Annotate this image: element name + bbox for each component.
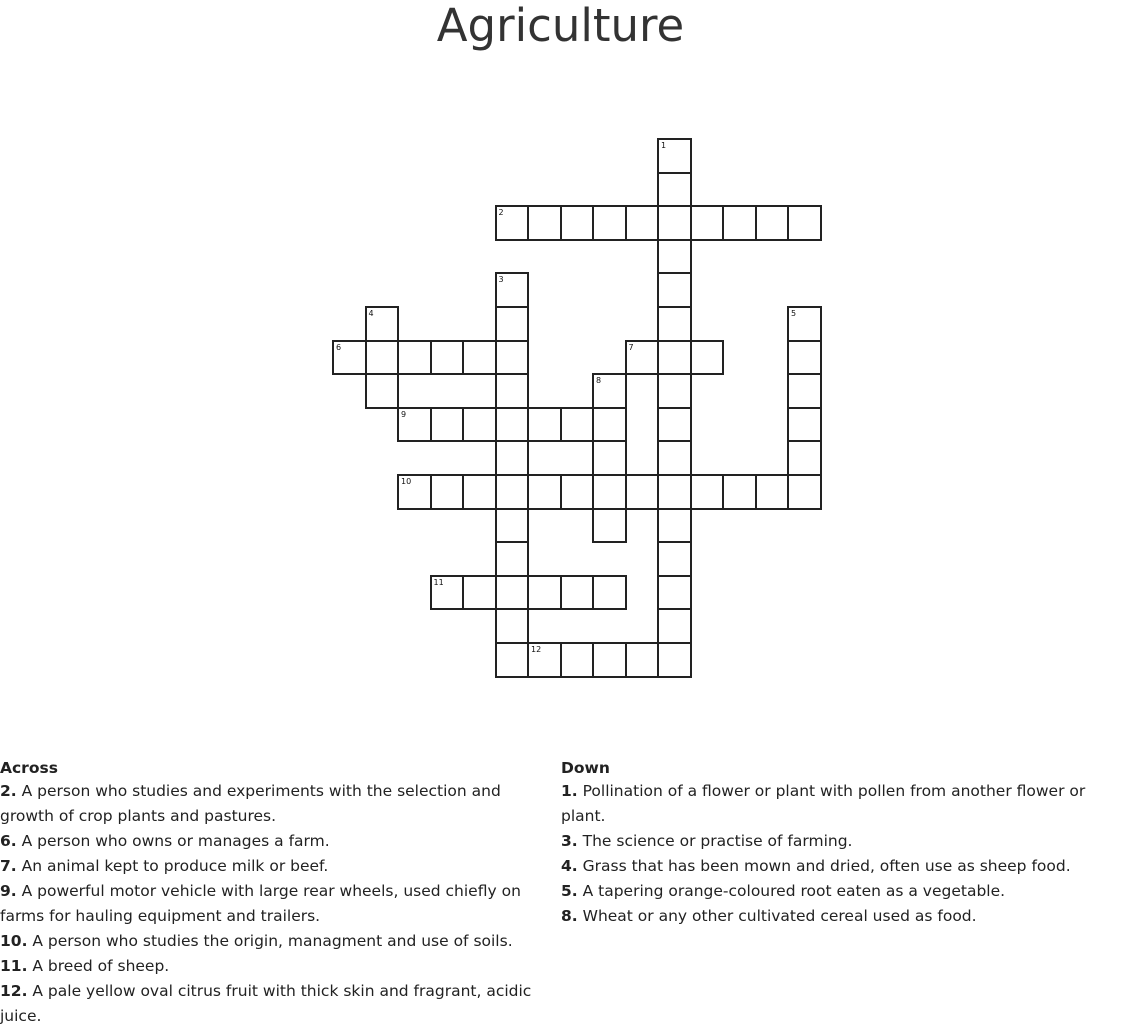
cell-number: 9 <box>401 409 407 419</box>
across-clue-list <box>0 779 548 1029</box>
grid-cell[interactable] <box>332 340 367 376</box>
grid-cell[interactable] <box>787 205 822 241</box>
across-clue <box>0 979 548 1029</box>
clue-number: 6. <box>0 832 17 850</box>
across-clue <box>0 829 548 854</box>
grid-cell[interactable] <box>592 474 627 510</box>
clue-number: 10. <box>0 932 28 950</box>
clue-text: A tapering orange-coloured root eaten as a vegetable. <box>577 882 1006 900</box>
clue-text: A breed of sheep. <box>27 957 170 975</box>
grid-cell[interactable] <box>722 205 757 241</box>
grid-cell[interactable] <box>657 575 692 611</box>
cell-number: 11 <box>433 577 444 587</box>
grid-cell[interactable] <box>397 340 432 376</box>
clue-number: 9. <box>0 882 17 900</box>
grid-cell[interactable] <box>527 575 562 611</box>
cell-number: 7 <box>628 342 634 352</box>
grid-cell[interactable] <box>365 306 400 342</box>
grid-cell[interactable] <box>657 608 692 644</box>
grid-cell[interactable] <box>365 340 400 376</box>
clue-text: A pale yellow oval citrus fruit with thick skin and fragrant, acidic juice. <box>0 982 532 1025</box>
grid-cell[interactable] <box>430 340 465 376</box>
grid-cell[interactable] <box>560 642 595 678</box>
down-clue <box>561 904 1117 929</box>
clue-number: 11. <box>0 957 28 975</box>
clue-number: 12. <box>0 982 28 1000</box>
grid-cell[interactable] <box>495 205 530 241</box>
grid-cell[interactable] <box>430 474 465 510</box>
across-clue <box>0 779 548 829</box>
cell-number: 8 <box>596 376 602 386</box>
down-clue <box>561 879 1117 904</box>
grid-cell[interactable] <box>657 138 692 174</box>
cell-number: 6 <box>336 342 342 352</box>
grid-cell[interactable] <box>755 205 790 241</box>
clue-number: 8. <box>561 907 578 925</box>
across-clue <box>0 954 548 979</box>
grid-cell[interactable] <box>495 508 530 544</box>
grid-cell[interactable] <box>560 205 595 241</box>
clue-number: 3. <box>561 832 578 850</box>
grid-cell[interactable] <box>560 474 595 510</box>
grid-cell[interactable] <box>592 205 627 241</box>
cell-number: 5 <box>791 309 797 318</box>
grid-cell[interactable] <box>462 474 497 510</box>
cell-number: 2 <box>498 208 504 218</box>
grid-cell[interactable] <box>495 306 530 342</box>
cell-number: 4 <box>368 309 374 318</box>
grid-cell[interactable] <box>787 474 822 510</box>
grid-cell[interactable] <box>592 373 627 409</box>
grid-cell[interactable] <box>462 407 497 443</box>
grid-cell[interactable] <box>690 205 725 241</box>
grid-cell[interactable] <box>495 407 530 443</box>
across-clues <box>0 757 548 1029</box>
cell-number: 3 <box>498 275 504 285</box>
grid-cell[interactable] <box>527 474 562 510</box>
grid-cell[interactable] <box>397 407 432 443</box>
grid-cell[interactable] <box>625 205 660 241</box>
grid-cell[interactable] <box>430 575 465 611</box>
grid-cell[interactable] <box>657 340 692 376</box>
down-clue <box>561 854 1117 879</box>
across-heading: Across <box>0 759 58 777</box>
clue-text: A person who owns or manages a farm. <box>16 832 330 850</box>
down-heading: Down <box>561 759 610 777</box>
grid-cell[interactable] <box>527 205 562 241</box>
grid-cell[interactable] <box>657 474 692 510</box>
grid-cell[interactable] <box>787 373 822 409</box>
grid-cell[interactable] <box>657 272 692 308</box>
clue-text: A person who studies the origin, managment and use of soils. <box>27 932 513 950</box>
grid-cell[interactable] <box>495 373 530 409</box>
grid-cell[interactable] <box>365 373 400 409</box>
grid-cell[interactable] <box>495 272 530 308</box>
grid-cell[interactable] <box>657 306 692 342</box>
grid-cell[interactable] <box>787 407 822 443</box>
grid-cell[interactable] <box>592 642 627 678</box>
clue-number: 7. <box>0 857 17 875</box>
grid-cell[interactable] <box>722 474 757 510</box>
across-clue <box>0 854 548 879</box>
grid-cell[interactable] <box>560 407 595 443</box>
grid-cell[interactable] <box>657 541 692 577</box>
clue-text: Wheat or any other cultivated cereal used as food. <box>577 907 977 925</box>
grid-cell[interactable] <box>657 407 692 443</box>
grid-cell[interactable] <box>690 474 725 510</box>
clue-number: 4. <box>561 857 578 875</box>
grid-cell[interactable] <box>527 407 562 443</box>
clue-text: The science or practise of farming. <box>577 832 853 850</box>
grid-cell[interactable] <box>690 340 725 376</box>
clue-text: Grass that has been mown and dried, often use as sheep food. <box>577 857 1071 875</box>
cell-number: 10 <box>401 477 412 486</box>
clue-number: 2. <box>0 782 17 800</box>
grid-cell[interactable] <box>560 575 595 611</box>
grid-cell[interactable] <box>625 340 660 376</box>
grid-cell[interactable] <box>657 172 692 208</box>
grid-cell[interactable] <box>625 474 660 510</box>
grid-cell[interactable] <box>495 575 530 611</box>
grid-cell[interactable] <box>592 440 627 476</box>
grid-cell[interactable] <box>657 508 692 544</box>
down-clue <box>561 779 1117 829</box>
grid-cell[interactable] <box>495 440 530 476</box>
grid-cell[interactable] <box>462 340 497 376</box>
across-clue <box>0 879 548 929</box>
grid-cell[interactable] <box>657 642 692 678</box>
clue-text: An animal kept to produce milk or beef. <box>16 857 329 875</box>
grid-cell[interactable] <box>527 642 562 678</box>
cell-number: 12 <box>531 645 542 654</box>
down-clue-list <box>561 779 1117 929</box>
clue-number: 1. <box>561 782 578 800</box>
puzzle-title: Agriculture <box>436 0 685 52</box>
clue-text: A powerful motor vehicle with large rear wheels, used chiefly on farms for hauling equipment and trailers. <box>0 882 521 925</box>
clue-number: 5. <box>561 882 578 900</box>
grid-cell[interactable] <box>657 239 692 275</box>
cell-number: 1 <box>661 141 667 150</box>
grid-cell[interactable] <box>787 340 822 376</box>
grid-cell[interactable] <box>657 440 692 476</box>
grid-cell[interactable] <box>495 608 530 644</box>
grid-cell[interactable] <box>397 474 432 510</box>
grid-cell[interactable] <box>495 340 530 376</box>
grid-cell[interactable] <box>657 373 692 409</box>
clue-text: A person who studies and experiments with the selection and growth of crop plants and pastures. <box>0 782 501 825</box>
grid-cell[interactable] <box>495 541 530 577</box>
across-clue <box>0 929 548 954</box>
grid-cell[interactable] <box>625 642 660 678</box>
grid-cell[interactable] <box>462 575 497 611</box>
grid-cell[interactable] <box>430 407 465 443</box>
grid-cell[interactable] <box>592 407 627 443</box>
grid-cell[interactable] <box>495 642 530 678</box>
grid-cell[interactable] <box>755 474 790 510</box>
grid-cell[interactable] <box>787 440 822 476</box>
grid-cell[interactable] <box>787 306 822 342</box>
grid-cell[interactable] <box>592 508 627 544</box>
down-clues <box>561 757 1117 929</box>
clue-text: Pollination of a flower or plant with pollen from another flower or plant. <box>561 782 1086 825</box>
grid-cell[interactable] <box>592 575 627 611</box>
down-clue <box>561 829 1117 854</box>
grid-cell[interactable] <box>495 474 530 510</box>
grid-cell[interactable] <box>657 205 692 241</box>
